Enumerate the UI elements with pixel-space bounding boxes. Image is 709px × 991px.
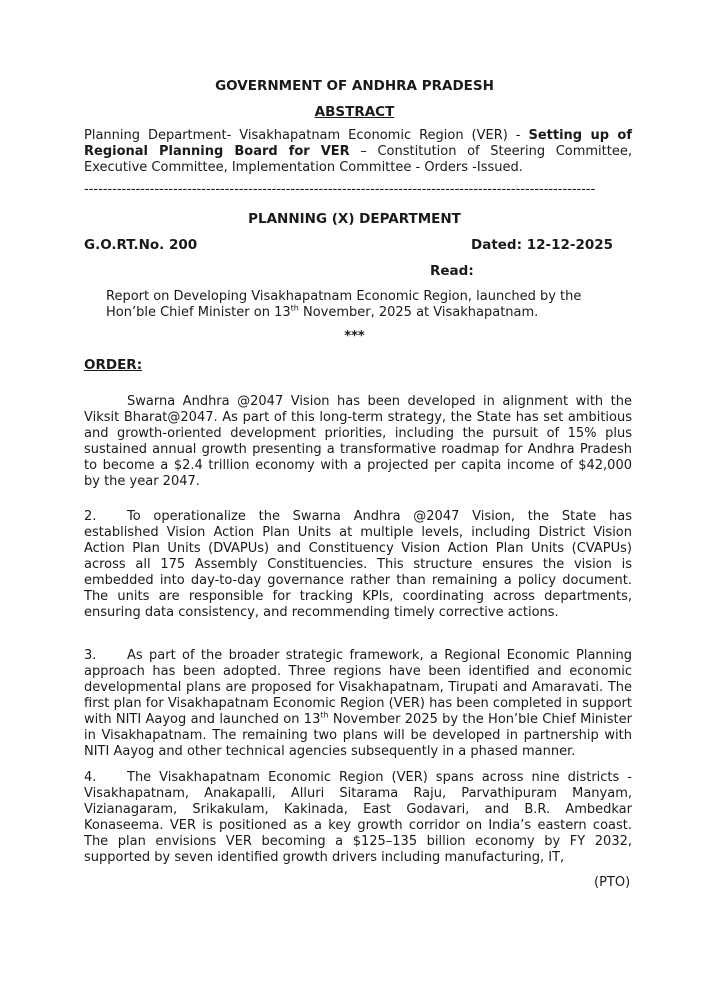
paragraph-1: Swarna Andhra @2047 Vision has been developed in alignment with the Viksit Bharat@2047. As part of this long-term strategy, the State has set ambitious and growth-oriented development priorities, including the pursuit of 15% plus sustained annual growth presenting a transformative roadmap for Andhra Pradesh to become a $2.4 trillion economy with a projected per capita income of $42,000 by the year 2047. [84, 394, 632, 489]
pto-marker: (PTO) [594, 875, 631, 890]
reference-text [106, 289, 632, 321]
paragraph-3-text-a: As part of the broader strategic framework, a Regional Economic Planning approach has been adopted. Three regions have been identified and economic developmental plans are proposed for Visakhapatnam, Tirupati and Amaravati. The first plan for Visakhapatnam Economic Region (VER) has been completed in support with NITI Aayog and launched on 13 [84, 648, 632, 727]
paragraph-3-sup: th [320, 710, 329, 720]
subject-bold: Setting up of Regional Planning Board for VER [84, 128, 632, 159]
subject-suffix: – Constitution of Steering Committee, Executive Committee, Implementation Committee - Orders -Issued. [84, 144, 632, 175]
paragraph-2 [84, 509, 632, 621]
reference-after: November, 2025 at Visakhapatnam. [298, 305, 539, 320]
government-heading: GOVERNMENT OF ANDHRA PRADESH [215, 78, 494, 94]
stars-divider: *** [344, 329, 365, 344]
paragraph-2-text: To operationalize the Swarna Andhra @2047 Vision, the State has established Vision Action Plan Units at multiple levels, including District Vision Action Plan Units (DVAPUs) and Constituency Vision Action Plan Units (CVAPUs) across all 175 Assembly Constituencies. This structure ensures the vision is embedded into day-to-day governance rather than remaining a policy document. The units are responsible for tracking KPIs, coordinating across departments, ensuring data consistency, and recommending timely corrective actions. [84, 509, 632, 620]
subject-paragraph [84, 128, 632, 176]
paragraph-3-text-b: November 2025 by the Hon’ble Chief Minister in Visakhapatnam. The remaining two plans will be developed in partnership with NITI Aayog and other technical agencies subsequently in a phased manner. [84, 712, 632, 759]
subject-prefix: Planning Department- Visakhapatnam Economic Region (VER) - [84, 128, 529, 143]
order-date: Dated: 12-12-2025 [471, 237, 614, 253]
abstract-heading: ABSTRACT [314, 104, 395, 120]
paragraph-4-number: 4. [84, 770, 97, 785]
paragraph-3 [84, 648, 632, 760]
department-heading: PLANNING (X) DEPARTMENT [248, 211, 461, 227]
reference-sup: th [290, 303, 299, 313]
paragraph-4-text: The Visakhapatnam Economic Region (VER) spans across nine districts - Visakhapatnam, Anakapalli, Alluri Sitarama Raju, Parvathipuram Manyam, Vizianagaram, Srikakulam, Kakinada, East Godavari, and B.R. Ambedkar Konaseema. VER is positioned as a key growth corridor on India’s eastern coast. The plan envisions VER becoming a $125–135 billion economy by FY 2032, supported by seven identified growth drivers including manufacturing, IT, [84, 770, 632, 865]
paragraph-2-number: 2. [84, 509, 97, 524]
paragraph-4 [84, 770, 632, 866]
separator-line: ------------------------------------------------------------------------------------------------------------- [84, 182, 596, 197]
reference-before: Report on Developing Visakhapatnam Economic Region, launched by the Hon’ble Chief Minister on 13 [106, 289, 582, 320]
paragraph-3-number: 3. [84, 648, 97, 663]
order-heading: ORDER: [84, 357, 143, 373]
read-label: Read: [430, 263, 474, 279]
go-number: G.O.RT.No. 200 [84, 237, 198, 253]
